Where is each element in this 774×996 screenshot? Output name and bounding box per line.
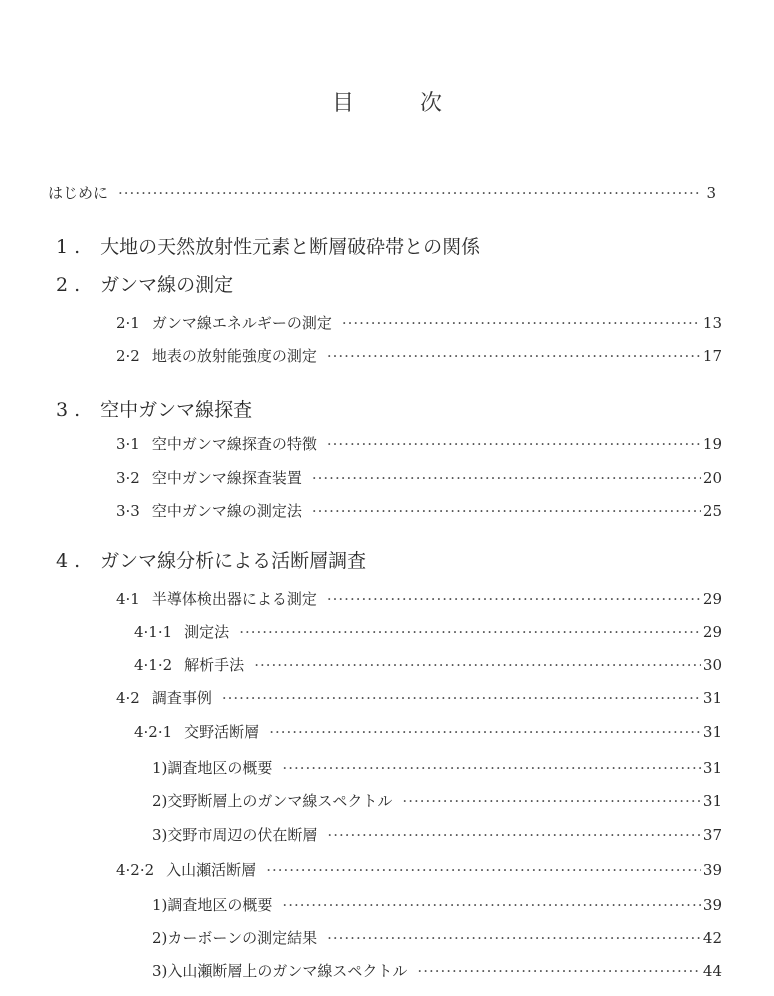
toc-item[interactable] [152, 757, 722, 778]
chapter-label: ガンマ線の測定 [100, 274, 234, 296]
dot-leader [417, 962, 700, 980]
toc-section[interactable] [116, 312, 722, 333]
item-label: 交野市周辺の伏在断層 [167, 826, 318, 844]
item-number: 1) [152, 896, 168, 914]
item-number: 2) [152, 792, 168, 810]
toc-page-number: 13 [702, 314, 722, 332]
toc-page-number: 31 [702, 689, 722, 707]
subsection-number: 4·1·1 [134, 623, 173, 641]
chapter-label: 空中ガンマ線探査 [100, 399, 253, 421]
page-title: 目 次 [331, 91, 464, 116]
subsection-number: 4·2·2 [116, 861, 155, 879]
section-number: 4·2 [116, 689, 140, 707]
chapter-number: 3. [56, 399, 87, 421]
section-number: 2·2 [116, 347, 140, 365]
section-label: 空中ガンマ線探査装置 [151, 469, 302, 487]
dot-leader [402, 792, 700, 810]
toc-page-number: 29 [702, 590, 722, 608]
toc-page-number: 30 [702, 656, 722, 674]
toc-chapter-1[interactable] [56, 232, 480, 259]
subsection-number: 4·1·2 [134, 656, 173, 674]
toc-page-number: 39 [702, 896, 722, 914]
toc-subsection[interactable] [134, 721, 722, 742]
toc-subsection[interactable] [134, 654, 722, 675]
toc-label: はじめに [48, 184, 109, 202]
toc-page-number: 3 [706, 184, 716, 202]
toc-page-number: 39 [702, 861, 722, 879]
toc-section[interactable] [116, 687, 722, 708]
chapter-number: 1. [56, 236, 87, 258]
toc-item[interactable] [152, 894, 722, 915]
chapter-label: 大地の天然放射性元素と断層破砕帯との関係 [100, 236, 481, 258]
section-label: 半導体検出器による測定 [151, 590, 317, 608]
toc-entry-intro[interactable] [48, 182, 716, 203]
toc-section[interactable] [116, 467, 722, 488]
toc-subsection[interactable] [134, 621, 722, 642]
toc-chapter-4[interactable] [56, 546, 366, 573]
section-number: 3·1 [116, 435, 140, 453]
item-label: 調査地区の概要 [167, 759, 273, 777]
section-label: 空中ガンマ線探査の特徴 [151, 435, 317, 453]
toc-item[interactable] [152, 927, 722, 948]
toc-section[interactable] [116, 859, 722, 880]
toc-page-number: 20 [702, 469, 722, 487]
dot-leader [254, 656, 701, 674]
toc-item[interactable] [152, 790, 722, 811]
chapter-number: 4. [56, 550, 87, 572]
dot-leader [327, 590, 701, 608]
section-number: 3·3 [116, 502, 140, 520]
toc-page-number: 25 [702, 502, 722, 520]
dot-leader [118, 184, 700, 202]
toc-item[interactable] [152, 824, 722, 845]
item-label: 入山瀬断層上のガンマ線スペクトル [167, 962, 408, 980]
toc-section[interactable] [116, 345, 722, 366]
dot-leader [327, 435, 701, 453]
toc-section[interactable] [116, 588, 722, 609]
toc-section[interactable] [116, 433, 722, 454]
toc-section[interactable] [116, 500, 722, 521]
section-number: 2·1 [116, 314, 140, 332]
toc-chapter-3[interactable] [56, 395, 252, 422]
section-number: 3·2 [116, 469, 140, 487]
dot-leader [239, 623, 701, 641]
toc-page-number: 31 [702, 792, 722, 810]
chapter-number: 2. [56, 274, 87, 296]
dot-leader [312, 469, 701, 487]
item-number: 3) [152, 826, 168, 844]
dot-leader [342, 314, 701, 332]
toc-page-number: 19 [702, 435, 722, 453]
dot-leader [222, 689, 701, 707]
dot-leader [327, 929, 701, 947]
item-label: カーボーンの測定結果 [167, 929, 318, 947]
toc-page-number: 31 [702, 759, 722, 777]
toc-item[interactable] [152, 960, 722, 981]
chapter-label: ガンマ線分析による活断層調査 [100, 550, 367, 572]
item-number: 1) [152, 759, 168, 777]
subsection-label: 入山瀬活断層 [166, 861, 257, 879]
subsection-label: 解析手法 [184, 656, 245, 674]
section-label: 調査事例 [151, 689, 212, 707]
toc-page-number: 37 [702, 826, 722, 844]
toc-page-number: 29 [702, 623, 722, 641]
subsection-label: 交野活断層 [184, 723, 260, 741]
toc-page-number: 44 [702, 962, 722, 980]
toc-chapter-2[interactable] [56, 270, 233, 297]
item-number: 2) [152, 929, 168, 947]
dot-leader [269, 723, 701, 741]
toc-page-number: 31 [702, 723, 722, 741]
dot-leader [282, 759, 700, 777]
item-number: 3) [152, 962, 168, 980]
toc-page-number: 42 [702, 929, 722, 947]
dot-leader [327, 347, 701, 365]
dot-leader [312, 502, 701, 520]
section-label: 地表の放射能強度の測定 [151, 347, 317, 365]
dot-leader [282, 896, 700, 914]
section-label: ガンマ線エネルギーの測定 [151, 314, 332, 332]
item-label: 交野断層上のガンマ線スペクトル [167, 792, 393, 810]
section-label: 空中ガンマ線の測定法 [151, 502, 302, 520]
dot-leader [266, 861, 701, 879]
item-label: 調査地区の概要 [167, 896, 273, 914]
subsection-label: 測定法 [184, 623, 230, 641]
subsection-number: 4·2·1 [134, 723, 173, 741]
toc-page-number: 17 [702, 347, 722, 365]
section-number: 4·1 [116, 590, 140, 608]
dot-leader [327, 826, 700, 844]
